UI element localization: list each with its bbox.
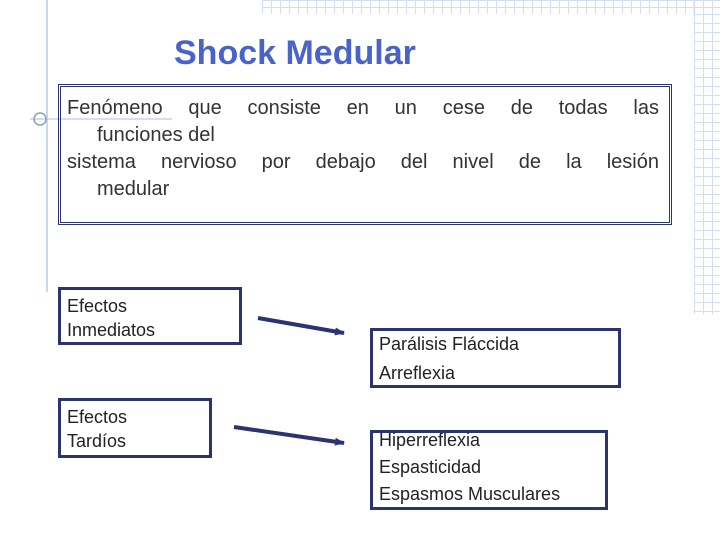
arrow-immediate <box>258 318 344 333</box>
immediate-label-line-2: Inmediatos <box>67 320 156 340</box>
definition-line-4: medular <box>97 178 170 200</box>
late-label-line-2: Tardíos <box>67 431 127 451</box>
immediate-effect-item: Parálisis Fláccida <box>379 334 520 354</box>
definition-line-2: funciones del <box>97 124 215 146</box>
definition-line-3: sistema nervioso por debajo del nivel de la lesión <box>67 151 659 173</box>
definition-line-1: Fenómeno que consiste en un cese de todas las <box>67 97 659 119</box>
arrow-late <box>234 427 344 443</box>
immediate-effect-item: Arreflexia <box>379 363 456 383</box>
late-effect-item: Espasmos Musculares <box>379 484 561 504</box>
late-label-line-1: Efectos <box>67 407 128 427</box>
immediate-label-line-1: Efectos <box>67 296 128 316</box>
late-effect-item: Hiperreflexia <box>379 430 481 450</box>
late-effect-item: Espasticidad <box>379 457 482 477</box>
page-title: Shock Medular <box>174 34 416 72</box>
